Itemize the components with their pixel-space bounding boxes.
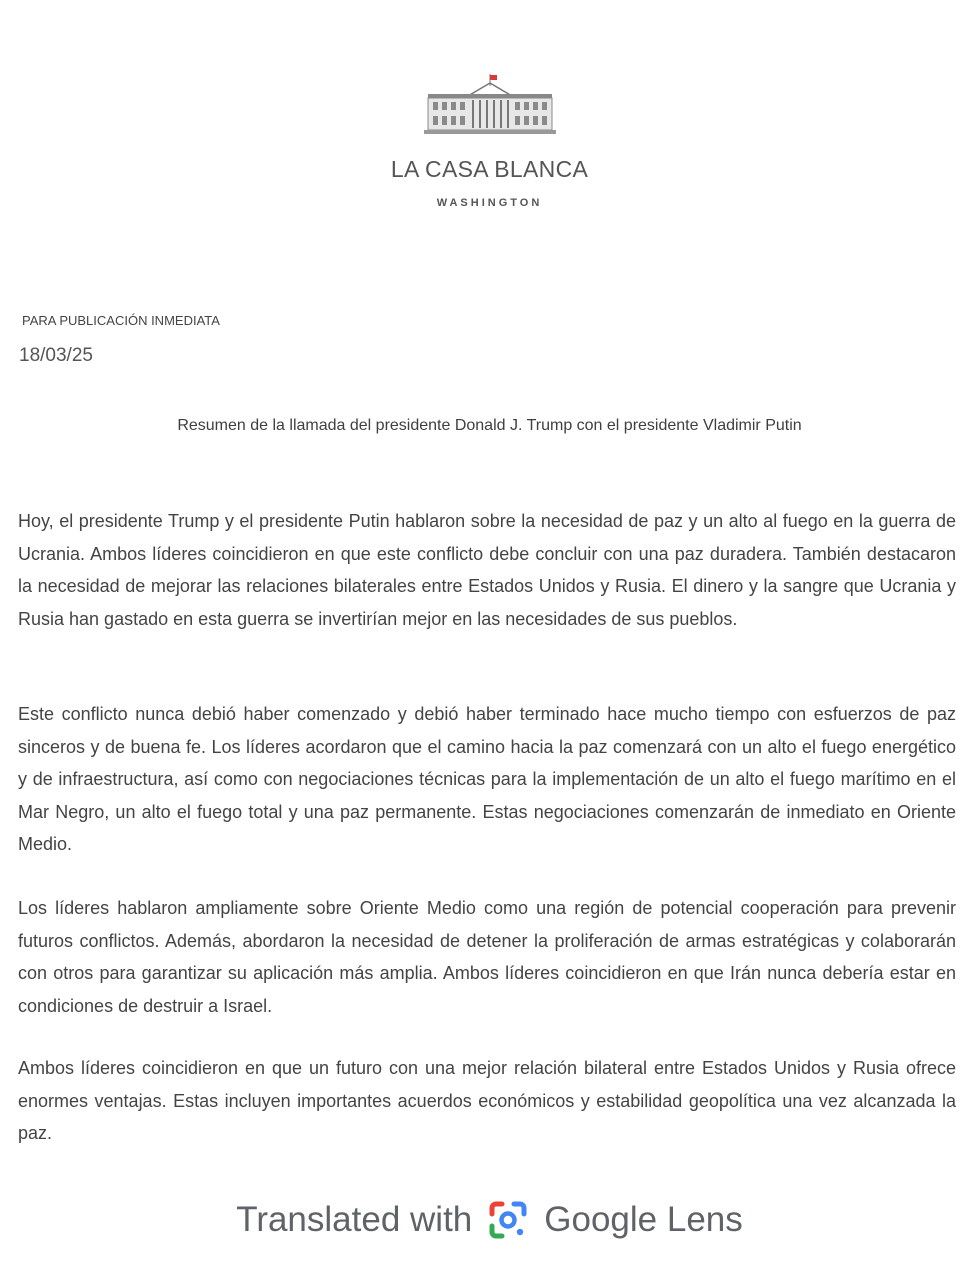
footer-prefix: Translated with [236, 1200, 473, 1239]
footer-brand: Google Lens [544, 1200, 743, 1239]
body-paragraph-4: Ambos líderes coincidieron en que un futuro con una mejor relación bilateral entre Estados Unidos y Rusia ofrece enormes ventajas. Estas incluyen importantes acuerdos económicos y estabilidad geopolítica una vez alcanzada la paz. [18, 1058, 956, 1143]
body-paragraph-1: Hoy, el presidente Trump y el presidente Putin hablaron sobre la necesidad de paz y un alto al fuego en la guerra de Ucrania. Ambos líderes coincidieron en que este conflicto debe concluir con una paz duradera. También destacaron la necesidad de mejorar las relaciones bilaterales entre Estados Unidos y Rusia. El dinero y la sangre que Ucrania y Rusia han gastado en esta guerra se invertirían mejor en las necesidades de sus pueblos. [18, 511, 956, 629]
white-house-icon [424, 72, 556, 138]
google-lens-icon [486, 1198, 530, 1242]
translation-footer [0, 1198, 979, 1242]
body-paragraph-2: Este conflicto nunca debió haber comenzado y debió haber terminado hace mucho tiempo con esfuerzos de paz sinceros y de buena fe. Los líderes acordaron que el camino hacia la paz comenzará con un alto el fuego energético y de infraestructura, así como con negociaciones técnicas para la implementación de un alto el fuego marítimo en el Mar Negro, un alto el fuego total y una paz permanente. Estas negociaciones comenzarán de inmediato en Oriente Medio. [18, 704, 956, 854]
body-paragraph-3: Los líderes hablaron ampliamente sobre Oriente Medio como una región de potencial cooperación para prevenir futuros conflictos. Además, abordaron la necesidad de detener la proliferación de armas estratégicas y colaborarán con otros para garantizar su aplicación más amplia. Ambos líderes coincidieron en que Irán nunca debería estar en condiciones de destruir a Israel. [18, 898, 956, 1016]
release-date: 18/03/25 [19, 345, 93, 366]
release-label: PARA PUBLICACIÓN INMEDIATA [22, 313, 220, 328]
org-city: WASHINGTON [436, 197, 543, 209]
org-name: LA CASA BLANCA [390, 156, 589, 182]
letterhead-seal [0, 72, 979, 138]
document-subject: Resumen de la llamada del presidente Donald J. Trump con el presidente Vladimir Putin [177, 417, 802, 434]
